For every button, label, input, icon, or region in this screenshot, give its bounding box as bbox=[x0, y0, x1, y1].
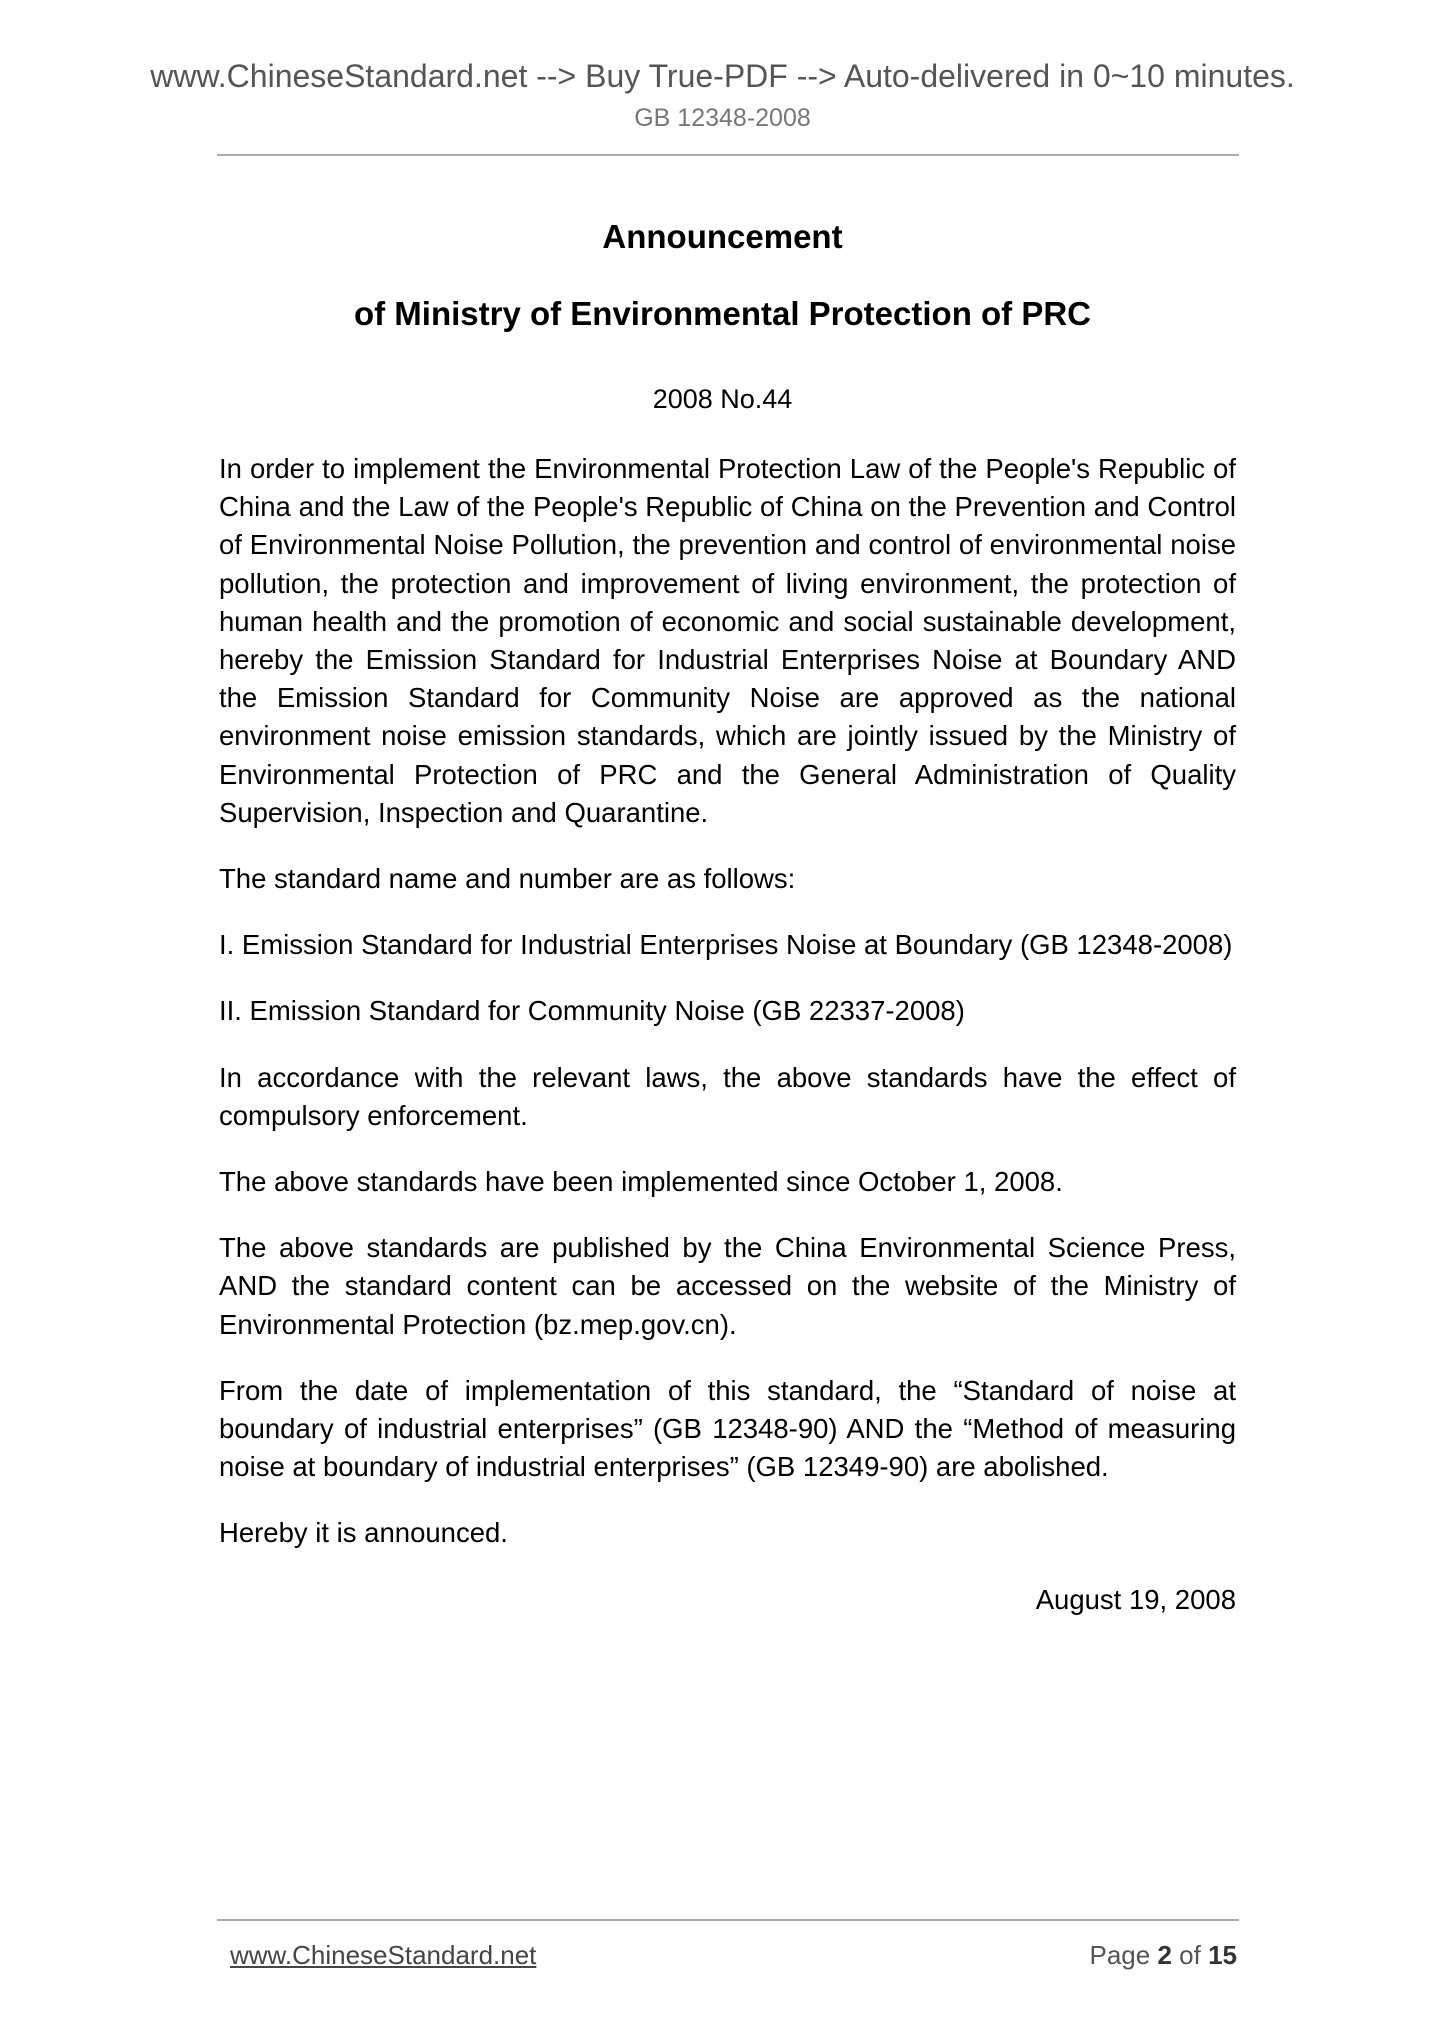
paragraph-implementation: The above standards have been implemented since October 1, 2008. bbox=[219, 1166, 1063, 1198]
of-word: of bbox=[1179, 1940, 1201, 1970]
header-divider bbox=[217, 154, 1239, 156]
page-current: 2 bbox=[1157, 1940, 1172, 1970]
page-indicator bbox=[1089, 1940, 1237, 1971]
announcement-number: 2008 No.44 bbox=[652, 384, 793, 414]
footer-link[interactable]: www.ChineseStandard.net bbox=[230, 1940, 537, 1970]
paragraph-list-intro: The standard name and number are as follows: bbox=[219, 863, 796, 895]
paragraph-abolished: From the date of implementation of this standard, the “Standard of noise at boundary of industrial enterprises” (GB 12348-90) AND the “Method of measuring noise at boundary of industrial enterprises” (GB 12349-90) are abolished. bbox=[219, 1374, 1236, 1483]
date: August 19, 2008 bbox=[1035, 1583, 1236, 1615]
paragraph-intro: In order to implement the Environmental Protection Law of the People's Republic of China and the Law of the People's Republic of China on the Prevention and Control of Environmental Noise Pollution, the prevention and control of environmental noise pollution, the protection and improvement of living environment, the protection of human health and the promotion of economic and social sustainable development, hereby the Emission Standard for Industrial Enterprises Noise at Boundary AND the Emission Standard for Community Noise are approved as the national environment noise emission standards, which are jointly issued by the Ministry of Environmental Protection of PRC and the General Administration of Quality Supervision, Inspection and Quarantine. bbox=[219, 453, 1236, 828]
page-word: Page bbox=[1089, 1940, 1151, 1970]
list-item-1: I. Emission Standard for Industrial Enterprises Noise at Boundary (GB 12348-2008) bbox=[219, 929, 1233, 961]
paragraph-closing: Hereby it is announced. bbox=[219, 1517, 508, 1549]
paragraph-enforcement: In accordance with the relevant laws, the above standards have the effect of compulsory enforcement. bbox=[219, 1061, 1236, 1131]
page-total: 15 bbox=[1208, 1940, 1237, 1970]
page-subtitle: of Ministry of Environmental Protection of PRC bbox=[353, 295, 1092, 332]
footer-divider bbox=[217, 1919, 1239, 1921]
standard-code: GB 12348-2008 bbox=[634, 104, 811, 132]
paragraph-publication: The above standards are published by the China Environmental Science Press, AND the standard content can be accessed on the website of the Ministry of Environmental Protection (bz.mep.gov.cn). bbox=[219, 1232, 1236, 1340]
header-banner: www.ChineseStandard.net --> Buy True-PDF --> Auto-delivered in 0~10 minutes. bbox=[150, 58, 1295, 94]
document-body bbox=[219, 450, 1236, 1647]
list-item-2: II. Emission Standard for Community Noise (GB 22337-2008) bbox=[219, 995, 965, 1027]
page-title: Announcement bbox=[602, 218, 843, 255]
